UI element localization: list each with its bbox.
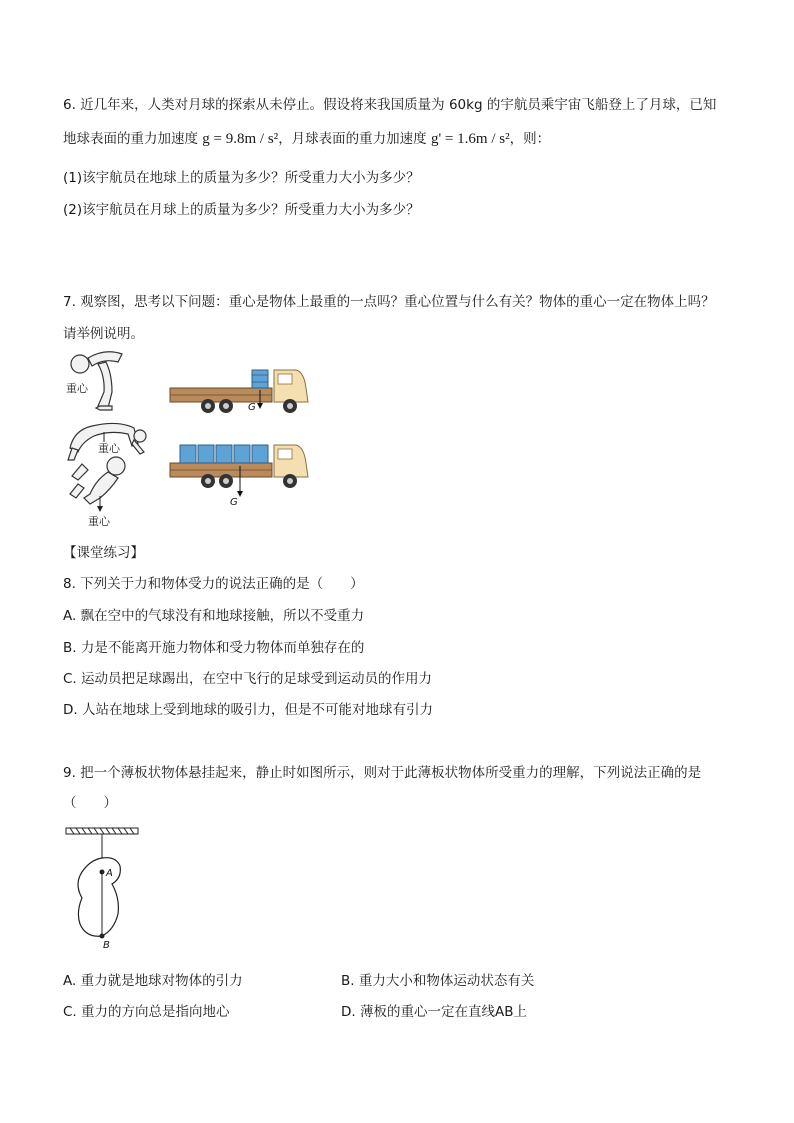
q9-option-a: A. 重力就是地球对物体的引力	[63, 973, 243, 989]
q9-option-b: B. 重力大小和物体运动状态有关	[341, 973, 535, 989]
q7-line2: 请举例说明。	[63, 326, 144, 342]
q6-sub1: (1)该宇航员在地球上的质量为多少？所受重力大小为多少？	[63, 170, 420, 186]
q6-line2-mid: ，月球表面的重力加速度	[278, 131, 431, 147]
cg-label-1: 重心	[66, 382, 88, 395]
q9-line2: （ ）	[63, 795, 117, 811]
q6-line1: 6. 近几年来，人类对月球的探索从未停止。假设将来我国质量为 60kg 的宇航员乘宇宙飞船登上了月球，已知	[63, 97, 717, 113]
truck-many-barrels	[170, 445, 308, 508]
truck-one-barrel	[170, 370, 308, 413]
q9-line1: 9. 把一个薄板状物体悬挂起来，静止时如图所示，则对于此薄板状物体所受重力的理解，下列说法正确的是	[63, 765, 702, 781]
cg-human-figure	[60, 348, 160, 530]
gravity-label-1: G	[248, 402, 256, 413]
point-b-label: B	[103, 940, 110, 950]
q8-stem: 8. 下列关于力和物体受力的说法正确的是（ ）	[63, 576, 364, 592]
q9-option-d: D. 薄板的重心一定在直线AB上	[341, 1004, 527, 1020]
q8-option-c: C. 运动员把足球踢出，在空中飞行的足球受到运动员的作用力	[63, 671, 433, 687]
q8-option-d: D. 人站在地球上受到地球的吸引力，但是不可能对地球有引力	[63, 702, 433, 718]
g-moon-formula: g' = 1.6m / s²	[430, 131, 510, 147]
section-title: 【课堂练习】	[63, 545, 144, 561]
cg-label-3: 重心	[88, 515, 110, 528]
cg-label-2: 重心	[98, 442, 120, 455]
q8-option-b: B. 力是不能离开施力物体和受力物体而单独存在的	[63, 640, 365, 656]
q6-line2	[63, 127, 550, 148]
g-earth-formula: g = 9.8m / s²	[202, 131, 279, 147]
q6-line2-pre: 地球表面的重力加速度	[63, 131, 203, 147]
q6-sub2: (2)该宇航员在月球上的质量为多少？所受重力大小为多少？	[63, 202, 420, 218]
truck-figure	[168, 360, 314, 510]
gravity-label-2: G	[230, 497, 238, 508]
point-a-label: A	[106, 868, 113, 879]
q9-option-c: C. 重力的方向总是指向地心	[63, 1004, 230, 1020]
hanging-plate-figure	[62, 826, 144, 950]
q7-line1: 7. 观察图，思考以下问题：重心是物体上最重的一点吗？重心位置与什么有关？物体的重心一定在物体上吗？	[63, 294, 715, 310]
q8-option-a: A. 飘在空中的气球没有和地球接触，所以不受重力	[63, 608, 365, 624]
q6-line2-post: ，则：	[509, 131, 551, 147]
